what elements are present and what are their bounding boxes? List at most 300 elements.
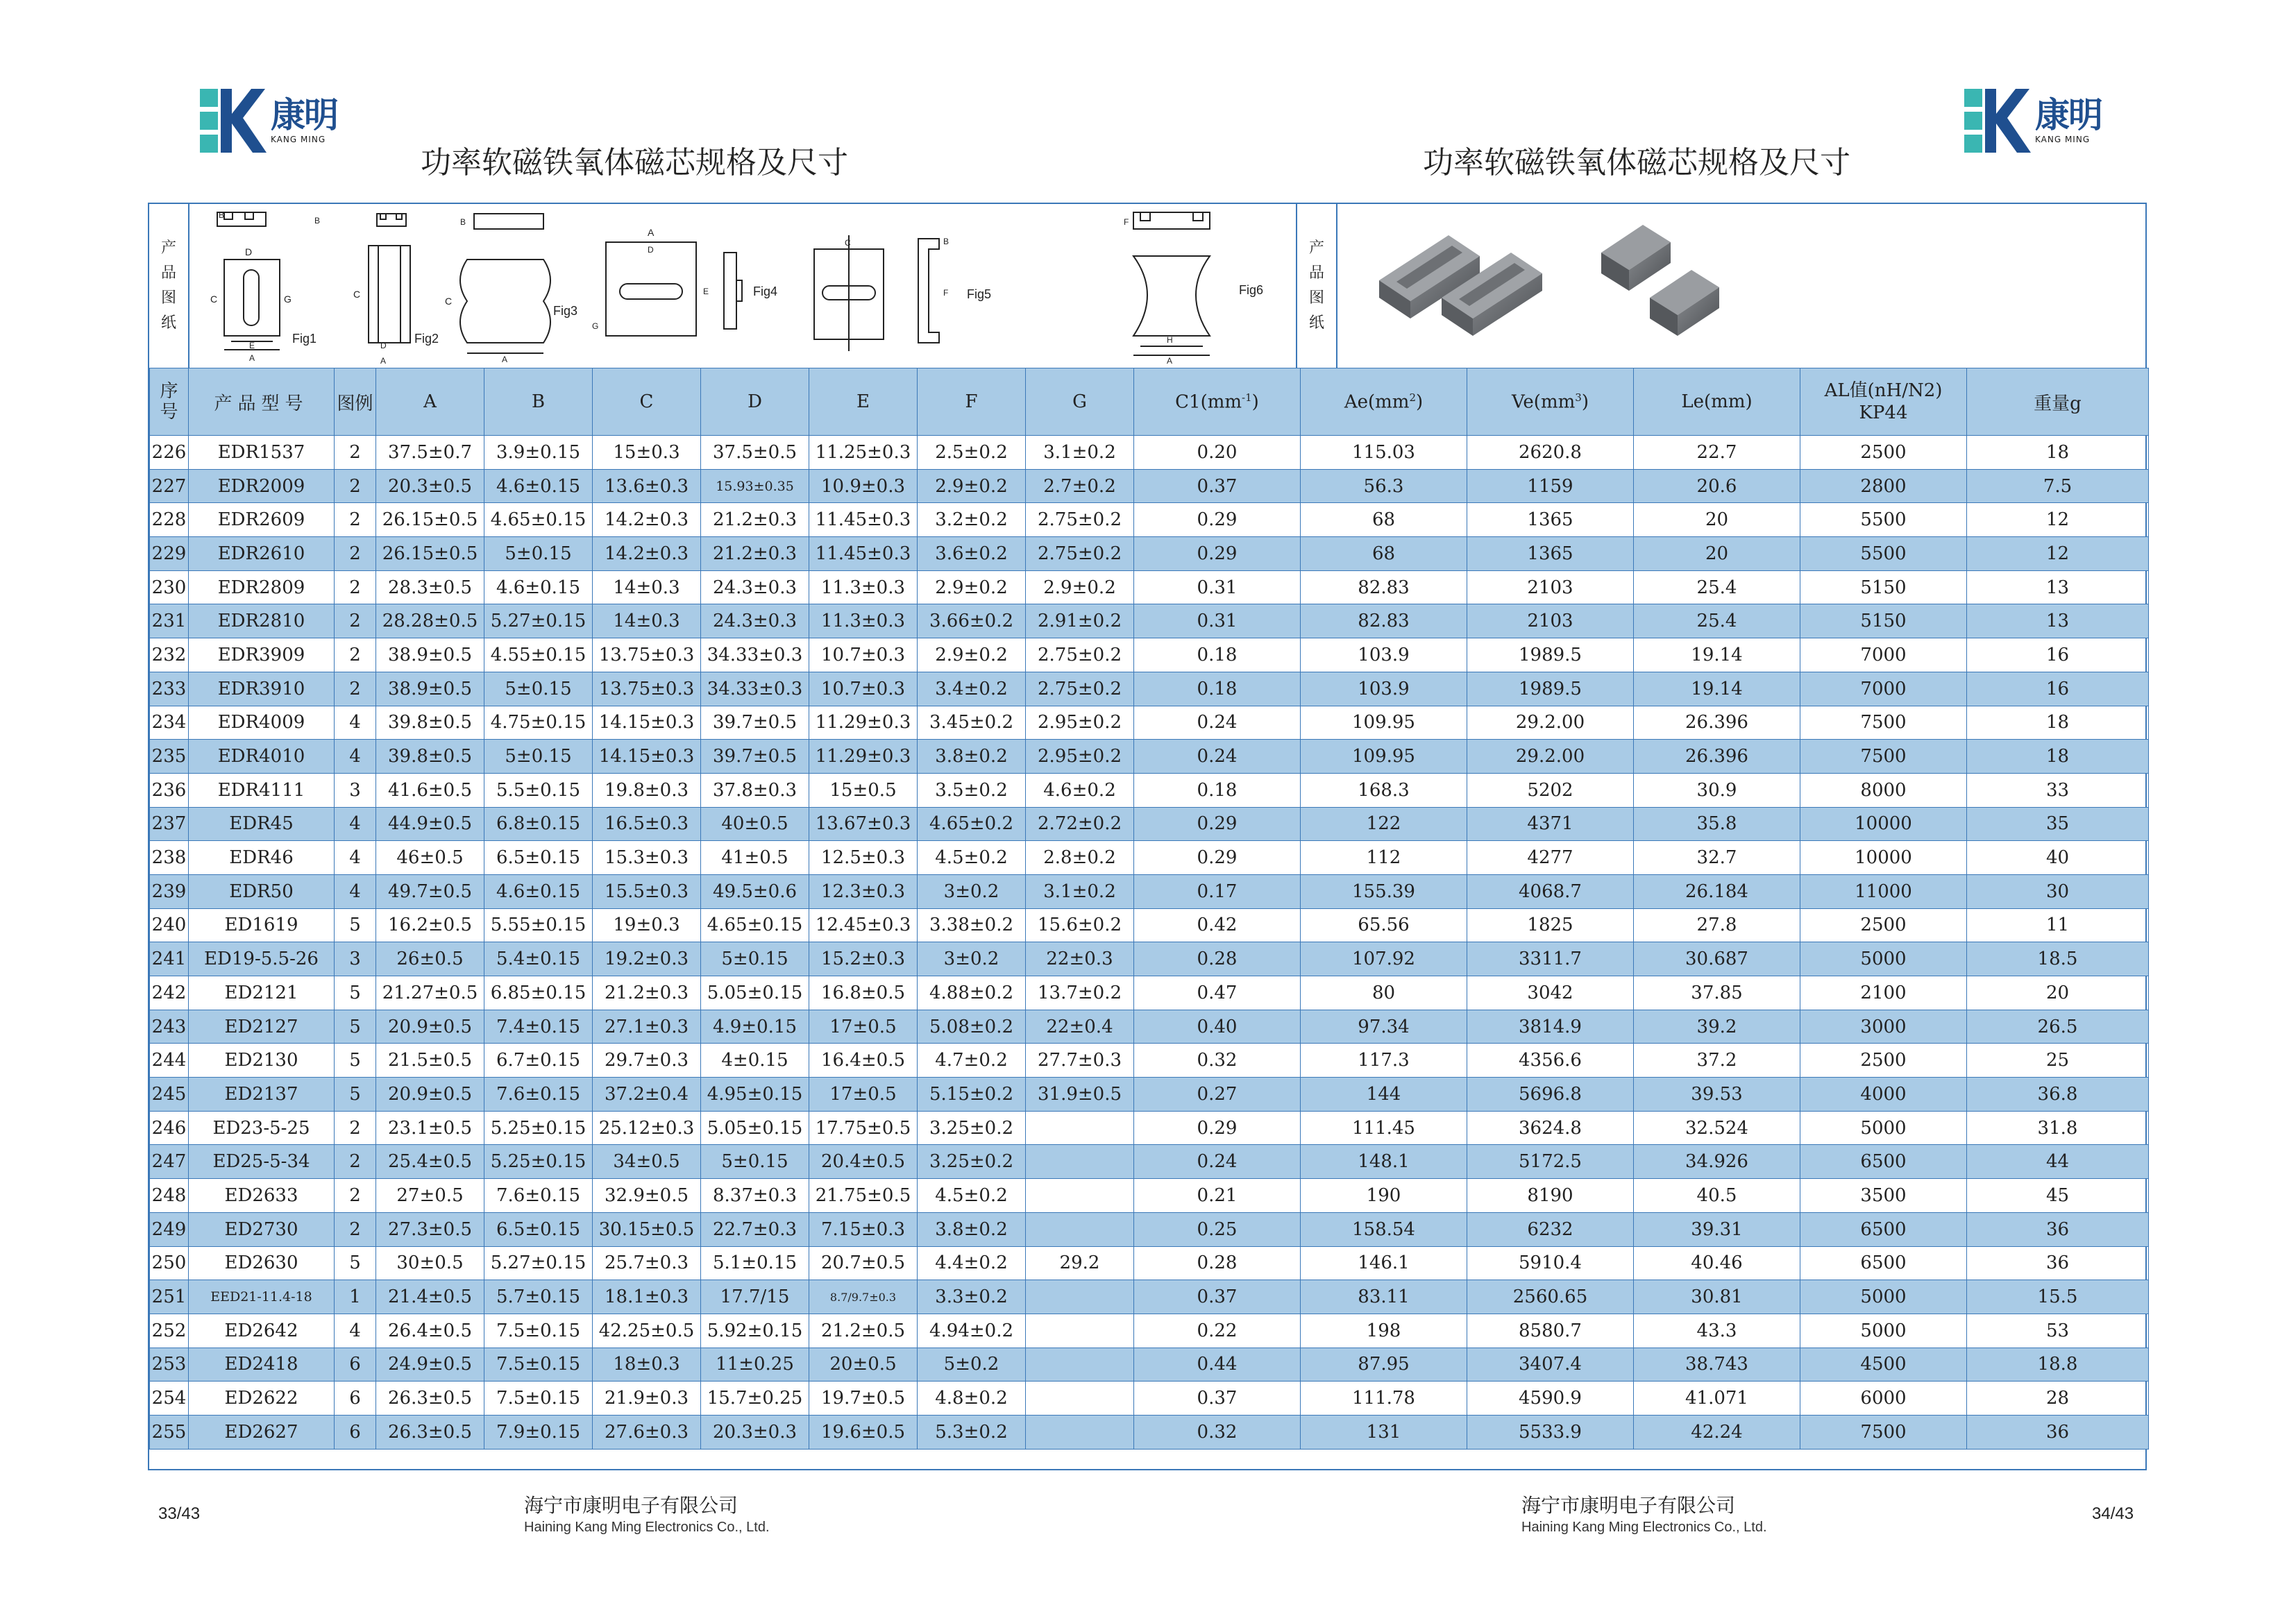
table-row xyxy=(150,1382,2149,1416)
table-cell: 5000 xyxy=(1800,1314,1967,1348)
table-cell: 4.65±0.15 xyxy=(701,908,809,942)
table-cell: 4.8±0.2 xyxy=(918,1382,1026,1416)
table-cell: 3.25±0.2 xyxy=(918,1145,1026,1179)
table-cell: 5.25±0.15 xyxy=(484,1145,593,1179)
table-cell: 6500 xyxy=(1800,1212,1967,1246)
table-cell: 11.29±0.3 xyxy=(809,706,918,740)
table-row xyxy=(150,1145,2149,1179)
table-cell: 2500 xyxy=(1800,1044,1967,1078)
table-cell: 245 xyxy=(150,1078,189,1112)
table-cell: 26.3±0.5 xyxy=(376,1415,484,1449)
table-cell: 109.95 xyxy=(1301,740,1467,774)
table-cell: 2.72±0.2 xyxy=(1026,807,1134,841)
table-cell: 2.75±0.2 xyxy=(1026,638,1134,672)
table-row xyxy=(150,942,2149,976)
table-cell: ED2418 xyxy=(189,1348,335,1382)
table-cell: 23.1±0.5 xyxy=(376,1111,484,1145)
table-cell: 7.6±0.15 xyxy=(484,1078,593,1112)
table-cell: 24.3±0.3 xyxy=(701,570,809,604)
table-row xyxy=(150,706,2149,740)
table-cell: 4500 xyxy=(1800,1348,1967,1382)
table-cell: 21.2±0.3 xyxy=(701,503,809,537)
table-cell: 22.7 xyxy=(1634,436,1800,470)
table-cell: 4.75±0.15 xyxy=(484,706,593,740)
table-cell: 3624.8 xyxy=(1467,1111,1634,1145)
table-cell: 2.9±0.2 xyxy=(918,638,1026,672)
table-row xyxy=(150,469,2149,503)
svg-text:D: D xyxy=(245,246,253,257)
svg-text:D: D xyxy=(380,341,387,350)
table-cell: 1365 xyxy=(1467,503,1634,537)
table-cell: 18.5 xyxy=(1967,942,2149,976)
table-cell: 28.28±0.5 xyxy=(376,604,484,638)
table-cell: 11.29±0.3 xyxy=(809,740,918,774)
table-cell: 1 xyxy=(335,1280,376,1314)
table-cell: 2 xyxy=(335,604,376,638)
table-cell: 8.7/9.7±0.3 xyxy=(809,1280,918,1314)
table-cell: ED23-5-25 xyxy=(189,1111,335,1145)
table-cell: 36 xyxy=(1967,1212,2149,1246)
table-cell: 0.20 xyxy=(1134,436,1301,470)
table-cell: 5.55±0.15 xyxy=(484,908,593,942)
table-cell: 4371 xyxy=(1467,807,1634,841)
core-photo-4 xyxy=(1650,270,1719,336)
fig3-label: Fig3 xyxy=(553,304,578,318)
table-cell: 32.9±0.5 xyxy=(593,1179,701,1213)
table-cell: 3.1±0.2 xyxy=(1026,874,1134,908)
table-cell: 7.6±0.15 xyxy=(484,1179,593,1213)
table-cell: 39.53 xyxy=(1634,1078,1800,1112)
table-cell: 3±0.2 xyxy=(918,942,1026,976)
fig6-drawing xyxy=(1133,212,1210,355)
table-cell: 5.27±0.15 xyxy=(484,1246,593,1280)
page-title-left: 功率软磁铁氧体磁芯规格及尺寸 xyxy=(421,145,848,180)
table-cell: 53 xyxy=(1967,1314,2149,1348)
table-cell: EDR4009 xyxy=(189,706,335,740)
table-cell: 35 xyxy=(1967,807,2149,841)
table-cell: 103.9 xyxy=(1301,638,1467,672)
table-cell: 0.18 xyxy=(1134,638,1301,672)
table-cell: 2.75±0.2 xyxy=(1026,503,1134,537)
table-cell: 4 xyxy=(335,740,376,774)
table-cell: 16.5±0.3 xyxy=(593,807,701,841)
table-cell: 3.38±0.2 xyxy=(918,908,1026,942)
table-cell: 34.33±0.3 xyxy=(701,638,809,672)
table-cell: 4 xyxy=(335,1314,376,1348)
table-cell: 2103 xyxy=(1467,570,1634,604)
table-cell: 5.92±0.15 xyxy=(701,1314,809,1348)
table-cell: 7500 xyxy=(1800,706,1967,740)
brand-name-cn: 康明 xyxy=(2035,95,2102,135)
table-cell: 146.1 xyxy=(1301,1246,1467,1280)
svg-text:C: C xyxy=(845,238,851,248)
table-cell: 252 xyxy=(150,1314,189,1348)
table-cell: 43.3 xyxy=(1634,1314,1800,1348)
table-cell: 2 xyxy=(335,1111,376,1145)
fig2-drawing xyxy=(369,214,410,343)
table-cell: 20 xyxy=(1634,537,1800,571)
table-cell: 26.5 xyxy=(1967,1010,2149,1044)
table-cell: 0.29 xyxy=(1134,503,1301,537)
table-cell: 255 xyxy=(150,1415,189,1449)
svg-text:F: F xyxy=(1124,217,1129,227)
table-cell: 16.8±0.5 xyxy=(809,976,918,1010)
table-cell: 10.7±0.3 xyxy=(809,672,918,706)
brand-name-en: KANG MING xyxy=(2035,135,2091,144)
table-cell: 247 xyxy=(150,1145,189,1179)
table-cell: 12 xyxy=(1967,537,2149,571)
svg-text:E: E xyxy=(703,287,709,296)
table-cell: ED2137 xyxy=(189,1078,335,1112)
logo-mark xyxy=(1964,89,2031,153)
table-cell: 20.3±0.3 xyxy=(701,1415,809,1449)
table-cell: 8580.7 xyxy=(1467,1314,1634,1348)
table-cell: 4.5±0.2 xyxy=(918,841,1026,875)
table-cell: 0.31 xyxy=(1134,570,1301,604)
table-cell: 14.15±0.3 xyxy=(593,740,701,774)
table-cell: 4356.6 xyxy=(1467,1044,1634,1078)
table-cell: 237 xyxy=(150,807,189,841)
col-header-c1: $C1(mm^{-1})$ xyxy=(1134,368,1301,436)
table-cell: 4 xyxy=(335,874,376,908)
table-cell: 5.4±0.15 xyxy=(484,942,593,976)
table-cell: 14±0.3 xyxy=(593,570,701,604)
col-header-e: E xyxy=(809,368,918,436)
table-cell: 7.15±0.3 xyxy=(809,1212,918,1246)
table-cell: 3407.4 xyxy=(1467,1348,1634,1382)
table-cell: 15.93±0.35 xyxy=(701,469,809,503)
table-cell: EED21-11.4-18 xyxy=(189,1280,335,1314)
table-cell: 2500 xyxy=(1800,908,1967,942)
table-cell: EDR45 xyxy=(189,807,335,841)
svg-text:A: A xyxy=(648,227,655,238)
table-cell: 5000 xyxy=(1800,1280,1967,1314)
table-cell: 39.7±0.5 xyxy=(701,706,809,740)
table-cell: 198 xyxy=(1301,1314,1467,1348)
table-cell: 38.743 xyxy=(1634,1348,1800,1382)
table-cell: 2 xyxy=(335,1145,376,1179)
table-cell: 3.4±0.2 xyxy=(918,672,1026,706)
table-cell: 253 xyxy=(150,1348,189,1382)
table-cell: 6.5±0.15 xyxy=(484,841,593,875)
table-cell: 5500 xyxy=(1800,537,1967,571)
fig5-drawing xyxy=(814,235,939,351)
company-name-cn: 海宁市康明电子有限公司 xyxy=(1521,1494,1736,1517)
table-cell: 2800 xyxy=(1800,469,1967,503)
table-cell: 15.3±0.3 xyxy=(593,841,701,875)
table-cell: 3814.9 xyxy=(1467,1010,1634,1044)
table-cell: 112 xyxy=(1301,841,1467,875)
table-cell: 5910.4 xyxy=(1467,1246,1634,1280)
table-cell: 40.46 xyxy=(1634,1246,1800,1280)
table-cell: 234 xyxy=(150,706,189,740)
svg-text:G: G xyxy=(592,321,599,331)
table-cell: ED25-5-34 xyxy=(189,1145,335,1179)
table-cell: 25.4±0.5 xyxy=(376,1145,484,1179)
table-cell: 20.4±0.5 xyxy=(809,1145,918,1179)
table-cell xyxy=(1026,1212,1134,1246)
table-cell: 7500 xyxy=(1800,740,1967,774)
table-row xyxy=(150,672,2149,706)
table-cell: 20.9±0.5 xyxy=(376,1078,484,1112)
table-cell: 155.39 xyxy=(1301,874,1467,908)
table-cell: 39.7±0.5 xyxy=(701,740,809,774)
table-cell: 3.25±0.2 xyxy=(918,1111,1026,1145)
table-cell: 39.2 xyxy=(1634,1010,1800,1044)
table-cell: 39.8±0.5 xyxy=(376,706,484,740)
col-header-a: A xyxy=(376,368,484,436)
page-number-right: 34/43 xyxy=(2092,1504,2134,1523)
table-cell: 0.18 xyxy=(1134,773,1301,807)
table-cell: 122 xyxy=(1301,807,1467,841)
table-cell: 4 xyxy=(335,807,376,841)
table-cell: 13.67±0.3 xyxy=(809,807,918,841)
table-cell: 117.3 xyxy=(1301,1044,1467,1078)
table-cell: 6500 xyxy=(1800,1246,1967,1280)
table-cell: 2 xyxy=(335,672,376,706)
table-cell: 16 xyxy=(1967,672,2149,706)
table-cell: 0.37 xyxy=(1134,1382,1301,1416)
svg-text:B: B xyxy=(460,217,466,227)
table-row xyxy=(150,773,2149,807)
table-cell: 5.1±0.15 xyxy=(701,1246,809,1280)
table-cell: EDR50 xyxy=(189,874,335,908)
table-cell: 11 xyxy=(1967,908,2149,942)
table-cell: 20.7±0.5 xyxy=(809,1246,918,1280)
table-cell: 4.6±0.2 xyxy=(1026,773,1134,807)
table-cell: ED19-5.5-26 xyxy=(189,942,335,976)
table-cell: 15.6±0.2 xyxy=(1026,908,1134,942)
table-cell xyxy=(1026,1382,1134,1416)
table-cell: 11000 xyxy=(1800,874,1967,908)
svg-text:A: A xyxy=(1167,356,1173,366)
table-cell: 1365 xyxy=(1467,537,1634,571)
table-cell: 6.85±0.15 xyxy=(484,976,593,1010)
table-cell: EDR2810 xyxy=(189,604,335,638)
table-row xyxy=(150,638,2149,672)
table-cell: 10.9±0.3 xyxy=(809,469,918,503)
table-cell: 28.3±0.5 xyxy=(376,570,484,604)
table-cell: 4.55±0.15 xyxy=(484,638,593,672)
table-cell: 19.8±0.3 xyxy=(593,773,701,807)
table-cell: 15.7±0.25 xyxy=(701,1382,809,1416)
table-cell: 0.25 xyxy=(1134,1212,1301,1246)
brand-logo-right xyxy=(1964,89,2102,153)
table-cell: 4.7±0.2 xyxy=(918,1044,1026,1078)
table-cell: 13.75±0.3 xyxy=(593,638,701,672)
table-cell: 39.31 xyxy=(1634,1212,1800,1246)
table-cell: 13.75±0.3 xyxy=(593,672,701,706)
table-cell: 3.5±0.2 xyxy=(918,773,1026,807)
table-cell: 10000 xyxy=(1800,807,1967,841)
table-cell: 11.3±0.3 xyxy=(809,604,918,638)
table-header-row xyxy=(150,368,2149,436)
table-cell: ED2642 xyxy=(189,1314,335,1348)
core-photo-3 xyxy=(1601,225,1671,291)
table-cell: 25.4 xyxy=(1634,604,1800,638)
table-cell: 4.6±0.15 xyxy=(484,874,593,908)
table-cell: 7.5 xyxy=(1967,469,2149,503)
table-cell: 1989.5 xyxy=(1467,672,1634,706)
table-cell: 27.8 xyxy=(1634,908,1800,942)
table-cell: 56.3 xyxy=(1301,469,1467,503)
table-cell: 5±0.15 xyxy=(701,1145,809,1179)
table-cell: 37.5±0.7 xyxy=(376,436,484,470)
company-name-cn: 海宁市康明电子有限公司 xyxy=(524,1494,738,1517)
table-cell: 22.7±0.3 xyxy=(701,1212,809,1246)
table-cell: 4.95±0.15 xyxy=(701,1078,809,1112)
table-cell: EDR1537 xyxy=(189,436,335,470)
table-cell: 236 xyxy=(150,773,189,807)
table-row xyxy=(150,1348,2149,1382)
table-cell: 5533.9 xyxy=(1467,1415,1634,1449)
table-cell: 3.2±0.2 xyxy=(918,503,1026,537)
svg-text:E: E xyxy=(249,341,255,350)
svg-text:G: G xyxy=(284,294,292,305)
table-cell: 2 xyxy=(335,1179,376,1213)
table-cell: 3042 xyxy=(1467,976,1634,1010)
table-cell: 2.9±0.2 xyxy=(918,570,1026,604)
table-cell: 4.94±0.2 xyxy=(918,1314,1026,1348)
table-cell: 34.33±0.3 xyxy=(701,672,809,706)
table-cell: EDR3909 xyxy=(189,638,335,672)
drawing-label: 产 品 图 纸 xyxy=(149,204,189,368)
table-cell: 37.8±0.3 xyxy=(701,773,809,807)
table-cell: 29.2.00 xyxy=(1467,706,1634,740)
table-cell: 32.524 xyxy=(1634,1111,1800,1145)
table-cell: 15±0.3 xyxy=(593,436,701,470)
table-cell: 20.6 xyxy=(1634,469,1800,503)
table-cell xyxy=(1026,1415,1134,1449)
table-cell: 21.75±0.5 xyxy=(809,1179,918,1213)
table-cell: 13.7±0.2 xyxy=(1026,976,1134,1010)
table-cell: 0.47 xyxy=(1134,976,1301,1010)
table-row xyxy=(150,570,2149,604)
table-cell: 10.7±0.3 xyxy=(809,638,918,672)
table-cell: 11.25±0.3 xyxy=(809,436,918,470)
table-cell: 19.14 xyxy=(1634,638,1800,672)
table-cell: 49.7±0.5 xyxy=(376,874,484,908)
table-cell: 3500 xyxy=(1800,1179,1967,1213)
table-cell: 17±0.5 xyxy=(809,1078,918,1112)
table-cell: EDR2809 xyxy=(189,570,335,604)
table-cell: 21.27±0.5 xyxy=(376,976,484,1010)
table-row xyxy=(150,976,2149,1010)
table-cell: 87.95 xyxy=(1301,1348,1467,1382)
table-cell: 1825 xyxy=(1467,908,1634,942)
table-cell: 5 xyxy=(335,976,376,1010)
table-cell: 6 xyxy=(335,1348,376,1382)
brand-name-en: KANG MING xyxy=(271,135,326,144)
svg-text:C: C xyxy=(353,289,361,300)
table-cell: 3.3±0.2 xyxy=(918,1280,1026,1314)
table-cell: 20±0.5 xyxy=(809,1348,918,1382)
table-cell: 12.5±0.3 xyxy=(809,841,918,875)
table-cell: 2620.8 xyxy=(1467,436,1634,470)
table-row xyxy=(150,807,2149,841)
table-cell: 0.32 xyxy=(1134,1415,1301,1449)
table-cell: 6 xyxy=(335,1415,376,1449)
table-cell: 22±0.3 xyxy=(1026,942,1134,976)
table-cell: 0.22 xyxy=(1134,1314,1301,1348)
table-cell: 36 xyxy=(1967,1246,2149,1280)
table-cell: 2.95±0.2 xyxy=(1026,740,1134,774)
table-cell: 0.24 xyxy=(1134,1145,1301,1179)
table-cell: 3.45±0.2 xyxy=(918,706,1026,740)
table-cell: 5 xyxy=(335,1044,376,1078)
table-cell: 15.5±0.3 xyxy=(593,874,701,908)
table-cell: 20.3±0.5 xyxy=(376,469,484,503)
col-header-d: D xyxy=(701,368,809,436)
table-cell: 30.81 xyxy=(1634,1280,1800,1314)
table-cell: 233 xyxy=(150,672,189,706)
table-cell: 230 xyxy=(150,570,189,604)
table-cell: 5150 xyxy=(1800,570,1967,604)
table-cell: 3.8±0.2 xyxy=(918,740,1026,774)
table-cell: 5172.5 xyxy=(1467,1145,1634,1179)
table-cell: 5±0.2 xyxy=(918,1348,1026,1382)
table-row xyxy=(150,1044,2149,1078)
table-cell: 6500 xyxy=(1800,1145,1967,1179)
table-cell: 6 xyxy=(335,1382,376,1416)
table-cell: ED2630 xyxy=(189,1246,335,1280)
table-cell: 21.2±0.5 xyxy=(809,1314,918,1348)
table-cell: 3 xyxy=(335,942,376,976)
table-cell: 248 xyxy=(150,1179,189,1213)
table-cell: 18±0.3 xyxy=(593,1348,701,1382)
table-row xyxy=(150,604,2149,638)
table-cell: 4.88±0.2 xyxy=(918,976,1026,1010)
svg-text:C: C xyxy=(445,296,453,307)
table-cell: 2560.65 xyxy=(1467,1280,1634,1314)
svg-text:B: B xyxy=(219,210,225,220)
table-cell: 24.3±0.3 xyxy=(701,604,809,638)
table-cell: 27±0.5 xyxy=(376,1179,484,1213)
table-cell xyxy=(1026,1111,1134,1145)
table-cell: 14.15±0.3 xyxy=(593,706,701,740)
table-cell: 2 xyxy=(335,638,376,672)
table-cell: 243 xyxy=(150,1010,189,1044)
table-cell: 240 xyxy=(150,908,189,942)
col-header-c: C xyxy=(593,368,701,436)
table-cell: 1989.5 xyxy=(1467,638,1634,672)
table-cell: 41.6±0.5 xyxy=(376,773,484,807)
svg-text:B: B xyxy=(314,216,321,226)
table-cell: 4068.7 xyxy=(1467,874,1634,908)
table-cell: 6000 xyxy=(1800,1382,1967,1416)
table-cell: 5.05±0.15 xyxy=(701,1111,809,1145)
table-cell: 30.687 xyxy=(1634,942,1800,976)
table-row xyxy=(150,874,2149,908)
table-cell: 2103 xyxy=(1467,604,1634,638)
table-cell: EDR3910 xyxy=(189,672,335,706)
table-cell: 11±0.25 xyxy=(701,1348,809,1382)
table-cell: 25 xyxy=(1967,1044,2149,1078)
table-cell: 28 xyxy=(1967,1382,2149,1416)
table-cell: 1159 xyxy=(1467,469,1634,503)
fig4-drawing xyxy=(606,242,742,336)
table-cell: 4.65±0.15 xyxy=(484,503,593,537)
table-row xyxy=(150,1010,2149,1044)
fig1-label: Fig1 xyxy=(292,332,317,346)
table-cell: 27.7±0.3 xyxy=(1026,1044,1134,1078)
table-cell: 4.5±0.2 xyxy=(918,1179,1026,1213)
table-cell: 5.3±0.2 xyxy=(918,1415,1026,1449)
table-cell: 25.12±0.3 xyxy=(593,1111,701,1145)
table-cell: 190 xyxy=(1301,1179,1467,1213)
table-cell: 5696.8 xyxy=(1467,1078,1634,1112)
table-cell: 40.5 xyxy=(1634,1179,1800,1213)
